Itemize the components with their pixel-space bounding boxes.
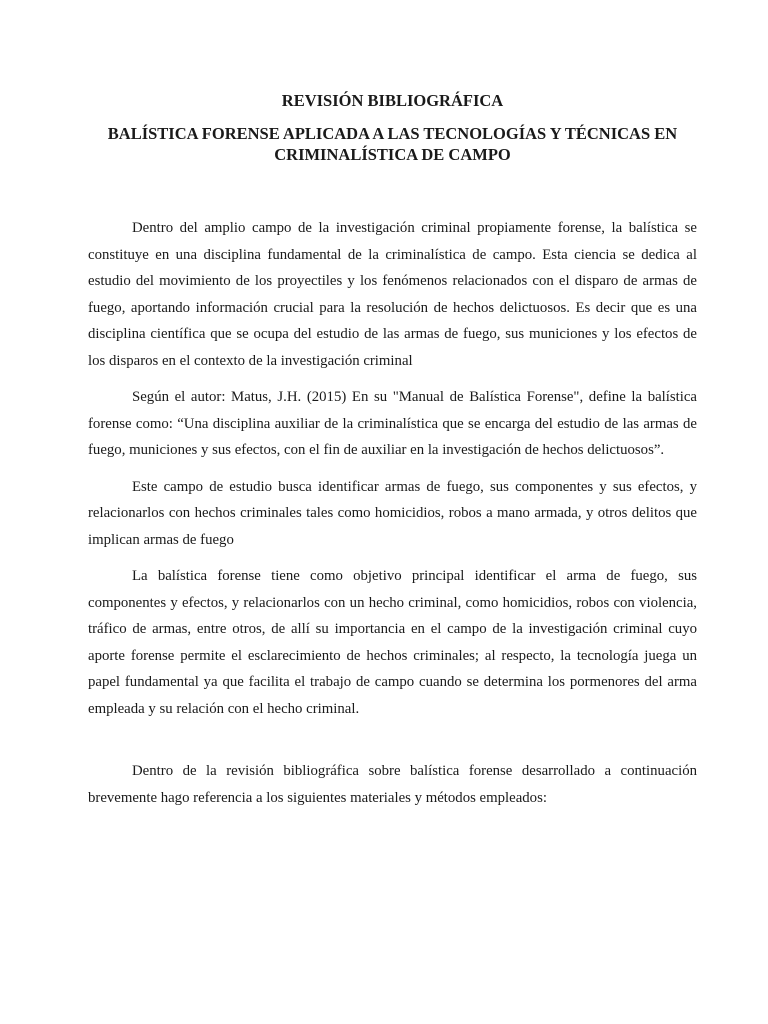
document-title: BALÍSTICA FORENSE APLICADA A LAS TECNOLOGÍAS Y TÉCNICAS EN CRIMINALÍSTICA DE CAMPO [107, 124, 678, 164]
paragraph-1: Dentro del amplio campo de la investigación criminal propiamente forense, la balística se constituye en una disciplina fundamental de la criminalística de campo. Esta ciencia se dedica al estudio del movimiento de los proyectiles y los fenómenos relacionados con el disparo de armas de fuego, aportando información crucial para la resolución de hechos delictuosos. Es decir que es una disciplina científica que se ocupa del estudio de las armas de fuego, sus municiones y los efectos de los disparos en el contexto de la investigación criminal [88, 220, 697, 369]
paragraph-4: La balística forense tiene como objetivo principal identificar el arma de fuego, sus componentes y efectos, y relacionarlos con un hecho criminal, como homicidios, robos con violencia, tráfico de armas, entre otros, de allí su importancia en el campo de la investigación criminal cuyo aporte forense permite el esclarecimiento de hechos criminales; al respecto, la tecnología juega un papel fundamental ya que facilita el trabajo de campo cuando se determina los pormenores del arma empleada y su relación con el hecho criminal. [88, 568, 697, 717]
document-heading-top: REVISIÓN BIBLIOGRÁFICA [281, 91, 504, 110]
paragraph-3: Este campo de estudio busca identificar armas de fuego, sus componentes y sus efectos, y relacionarlos con hechos criminales tales como homicidios, robos a mano armada, y otros delitos que implican armas de fuego [88, 478, 697, 548]
paragraph-5: Dentro de la revisión bibliográfica sobre balística forense desarrollado a continuación brevemente hago referencia a los siguientes materiales y métodos empleados: [88, 763, 697, 806]
document-body [88, 215, 697, 811]
paragraph-2: Según el autor: Matus, J.H. (2015) En su "Manual de Balística Forense", define la balística forense como: “Una disciplina auxiliar de la criminalística que se encarga del estudio de las armas de fuego, municiones y sus efectos, con el fin de auxiliar en la investigación de hechos delictuosos”. [88, 389, 697, 458]
document-page [88, 90, 697, 811]
